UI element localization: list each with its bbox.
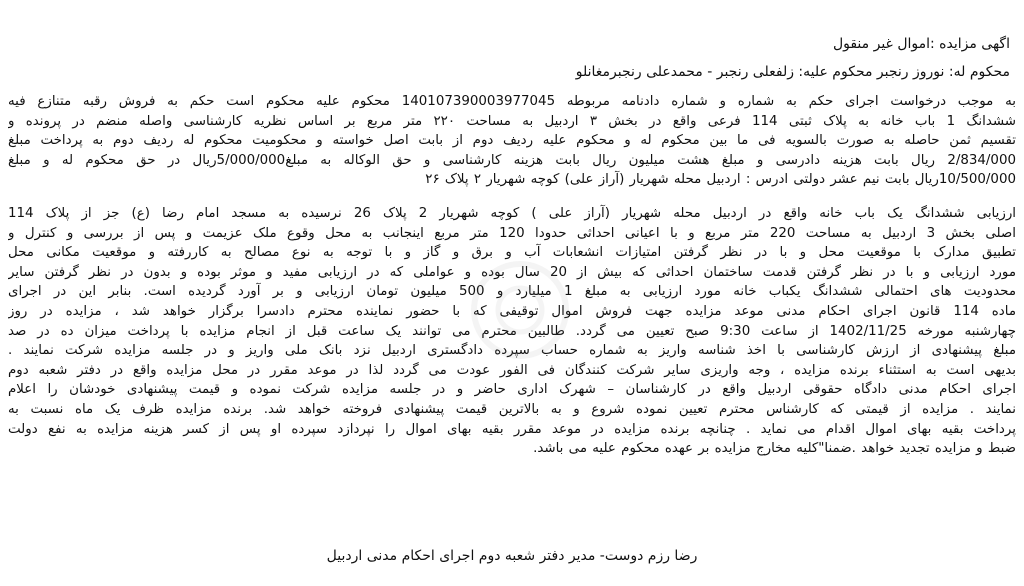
paragraph-line: بدیهی است به استثناء برنده مزایده ، وجه واریزی سایر شرکت کنندگان فی الفور عودت می گردد لذا در موعد مقرر در محل مزایده واقع در دفتر شعبه دوم <box>8 362 1016 378</box>
paragraph-line: محدودیت های احتمالی ششدانگ یکباب خانه مورد ارزیابی به مبلغ 1 میلیارد و 500 میلیون تومان ارزیابی و بر آورد گردیده است. بنابر این در اجرای <box>8 284 1016 300</box>
signature-line: رضا رزم دوست- مدیر دفتر شعبه دوم اجرای احکام مدنی اردبیل <box>326 548 698 564</box>
notice-parties: محکوم له: نوروز رنجبر محکوم علیه: زلفعلی رنجبر - محمدعلی رنجبرمغانلو <box>575 64 1010 80</box>
paragraph-line: 2/834/000 ریال بابت هزینه دادرسی و مبلغ هشت میلیون ریال بابت هزینه کارشناسی و حق الوکاله به مبلغ5/000/000ریال در حق محکوم له و مبلغ <box>8 152 1016 168</box>
paragraph-line: اصلی بخش 3 اردبیل به مساحت 220 متر مربع و با اعیانی احداثی حدودا 120 متر مربع اینجانب به محل وقوع ملک عزیمت و پس از بررسی و کنترل و <box>8 225 1016 241</box>
paragraph-line: 10/500/000ریال بابت نیم عشر دولتی ادرس : اردبیل محله شهریار (آراز علی) کوچه شهریار ۲ پلاک ۲۶ <box>425 172 1016 188</box>
paragraph-judgment <box>8 92 1016 190</box>
notice-title: اگهی مزایده :اموال غیر منقول <box>832 36 1010 52</box>
paragraph-line: چهارشنبه مورخه 1402/11/25 از ساعت 9:30 صبح تعیین می گردد. طالبین محترم می توانند یک ساعت قبل از انجام مزایده با پرداخت میزان ده در صد <box>8 323 1016 339</box>
paragraph-line: نمایند . مزایده از قیمتی که کارشناس محترم تعیین نموده شروع و به بالاترین قیمت پیشنهادی فروخته خواهد شد. برنده مزایده ظرف یک ماه نسبت به <box>8 401 1016 417</box>
paragraph-appraisal <box>8 204 1016 459</box>
paragraph-line: تقسیم ثمن حاصله به صورت بالسویه فی ما بین محکوم له و محکوم علیه ردیف دوم از بابت اصل خواسته و محکومیت محکوم له ردیف دوم به پرداخت مبلغ <box>8 133 1016 149</box>
paragraph-line: اجرای احکام مدنی دادگاه حقوقی اردبیل واقع در کارشناسان – شهرک اداری حاضر و در جلسه مزایده شرکت نموده و قیمت پیشنهادی خودشان را اعلام <box>8 382 1016 398</box>
paragraph-line: پرداخت بقیه بهای اموال اقدام می نماید . چنانچه برنده مزایده در موعد مقرر بقیه بهای اموال را نپردازد سپرده او پس از کسر هزینه مزایده به نفع دولت <box>8 421 1016 437</box>
paragraph-line: مبلغ پیشنهادی از ارزش کارشناسی با اخذ شناسه واریز به شماره حساب سپرده دادگستری اردبیل نزد بانک ملی واریز و در جلسه مزایده شرکت نمایند . <box>8 343 1016 359</box>
paragraph-line: مورد ارزیابی و با در نظر گرفتن قدمت ساختمان احداثی که بیش از 20 سال بوده و عواملی که در ارزیابی مفید و موثر بوده و بدون در نظر گرفتن سایر <box>8 264 1016 280</box>
paragraph-line: ضبط و مزایده تجدید خواهد .ضمنا"کلیه مخارج مزایده بر عهده محکوم علیه می باشد. <box>533 441 1016 457</box>
paragraph-line: ارزیابی ششدانگ یک باب خانه واقع در اردبیل محله شهریار (آراز علی ) کوچه شهریار 2 پلاک 26 نرسیده به مسجد امام رضا (ع) جز از پلاک 114 <box>8 205 1016 221</box>
paragraph-line: ماده 114 قانون اجرای احکام مدنی موعد مزایده جهت فروش اموال توقیفی که با حضور نماینده محترم دادسرا برگزار خواهد شد ، مزایده در روز <box>8 303 1016 319</box>
paragraph-line: به موجب درخواست اجرای حکم به شماره و شماره دادنامه مربوطه 140107390003977045 محکوم علیه محکوم است حکم به فروش رقبه متنازع فیه <box>8 94 1016 109</box>
paragraph-line: ششدانگ 1 باب خانه به پلاک ثبتی 114 فرعی واقع در بخش ۳ اردبیل به مساحت ۲۲۰ متر مربع بر اساس نظریه کارشناسی واصله منضم در پرونده و <box>8 113 1016 129</box>
paragraph-line: تطبیق مدارک با موقعیت محل و با در نظر گرفتن امتیازات انشعابات آب و برق و گاز و با توجه به نوع مصالح به کاررفته و موقعیت مکانی محل <box>8 245 1016 261</box>
